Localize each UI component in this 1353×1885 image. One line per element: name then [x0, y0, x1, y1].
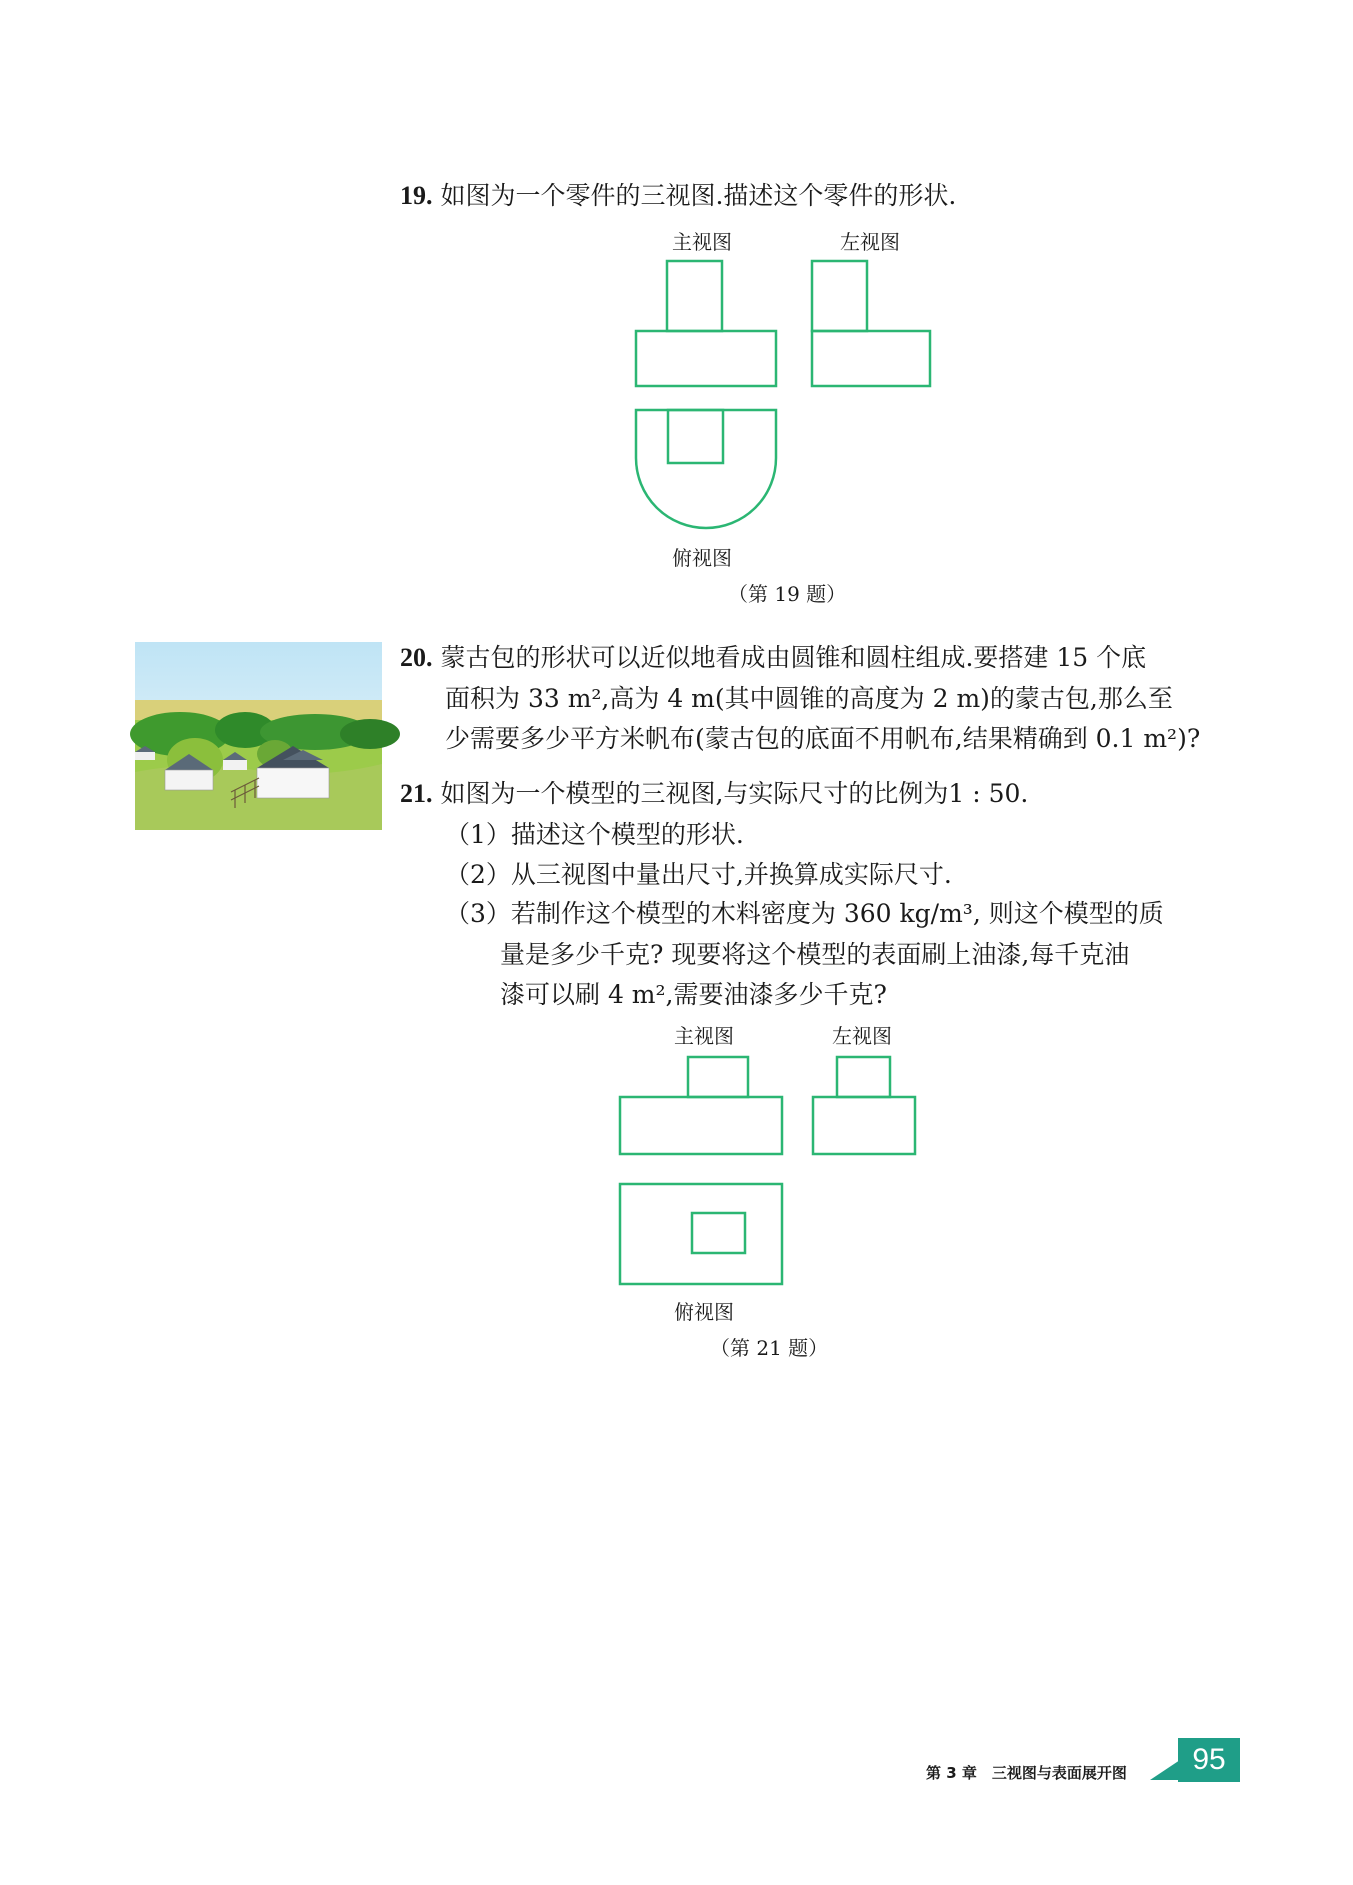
q21-sub3-line3: 漆可以刷 4 m²,需要油漆多少千克?	[500, 980, 887, 1009]
q21-front-view-label: 主视图	[674, 1024, 734, 1048]
q21-sub3-line2: 量是多少千克? 现要将这个模型的表面刷上油漆,每千克油	[500, 940, 1130, 969]
q21-text: 如图为一个模型的三视图,与实际尺寸的比例为1 : 50.	[440, 779, 1029, 808]
page-number: 95	[1178, 1738, 1240, 1782]
q21-number: 21.	[400, 779, 433, 808]
q21-front-base-rect	[620, 1097, 782, 1154]
q21-top-inner-rect	[692, 1213, 745, 1253]
q21-left-base-rect	[813, 1097, 915, 1154]
q21-sub2: （2）从三视图中量出尺寸,并换算成实际尺寸.	[445, 860, 952, 889]
q21-left-top-rect	[837, 1057, 890, 1097]
q21-sub3-line1: （3）若制作这个模型的木料密度为 360 kg/m³, 则这个模型的质	[445, 899, 1164, 928]
q21-left-view-label: 左视图	[832, 1024, 892, 1048]
q21-front-top-rect	[688, 1057, 748, 1097]
q21-caption: （第 21 题）	[710, 1336, 829, 1360]
q20-text-line3: 少需要多少平方米帆布(蒙古包的底面不用帆布,结果精确到 0.1 m²)?	[445, 724, 1201, 753]
q20-text-line1: 蒙古包的形状可以近似地看成由圆锥和圆柱组成.要搭建 15 个底	[440, 643, 1147, 672]
chapter-title: 第 3 章 三视图与表面展开图	[926, 1764, 1127, 1782]
q21-top-outer-rect	[620, 1184, 782, 1284]
q19-text: 如图为一个零件的三视图.描述这个零件的形状.	[440, 181, 957, 210]
q19-caption: （第 19 题）	[728, 582, 847, 606]
q19-front-view-label: 主视图	[672, 230, 732, 254]
q19-left-view-label: 左视图	[840, 230, 900, 254]
q19-number: 19.	[400, 181, 433, 210]
page-tab-arrow	[1150, 1742, 1180, 1782]
q20-number: 20.	[400, 643, 433, 672]
q19-top-view-label: 俯视图	[672, 546, 732, 570]
q20-text-line2: 面积为 33 m²,高为 4 m(其中圆锥的高度为 2 m)的蒙古包,那么至	[445, 684, 1173, 713]
q21-top-view-label: 俯视图	[674, 1300, 734, 1324]
q21-sub1: （1）描述这个模型的形状.	[445, 820, 744, 849]
